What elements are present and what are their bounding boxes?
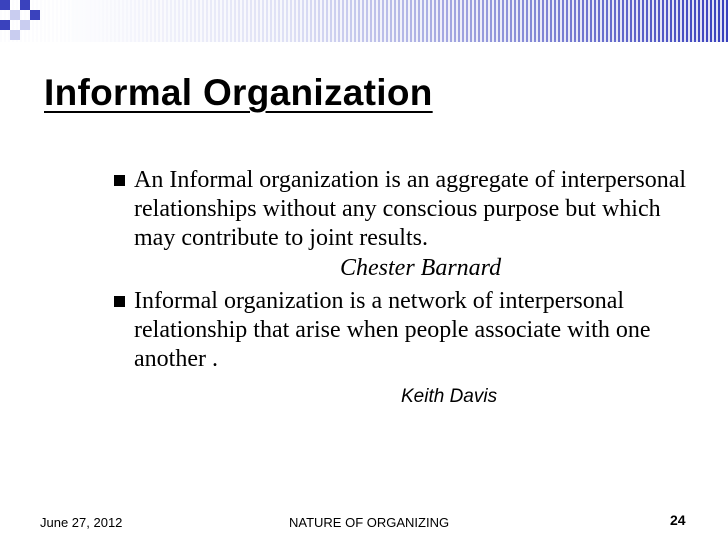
decor-square [10,10,20,20]
attribution: Chester Barnard [340,255,502,281]
bullet-text: Informal organization is a network of interpersonal relationship that arise when people associate with one another . [134,288,651,372]
bullet-text: An Informal organization is an aggregate of interpersonal relationships without any conscious purpose but which may contribute to joint results. [134,167,687,251]
footer [0,510,728,536]
decor-square [30,10,40,20]
decor-square [0,20,10,30]
slide-title: Informal Organization [44,72,433,113]
decor-square [10,30,20,40]
slide-body [114,166,704,411]
header-decoration [0,0,728,42]
decor-square [20,0,30,10]
footer-date: June 27, 2012 [40,515,123,530]
decor-square [0,0,10,10]
square-bullet-icon [114,296,125,307]
page-number: 24 [670,512,686,528]
attribution: Keith Davis [401,386,498,407]
footer-title: NATURE OF ORGANIZING [289,515,450,530]
decor-square [20,20,30,30]
bullet-item [114,287,704,374]
bullet-item [114,166,704,253]
square-bullet-icon [114,175,125,186]
